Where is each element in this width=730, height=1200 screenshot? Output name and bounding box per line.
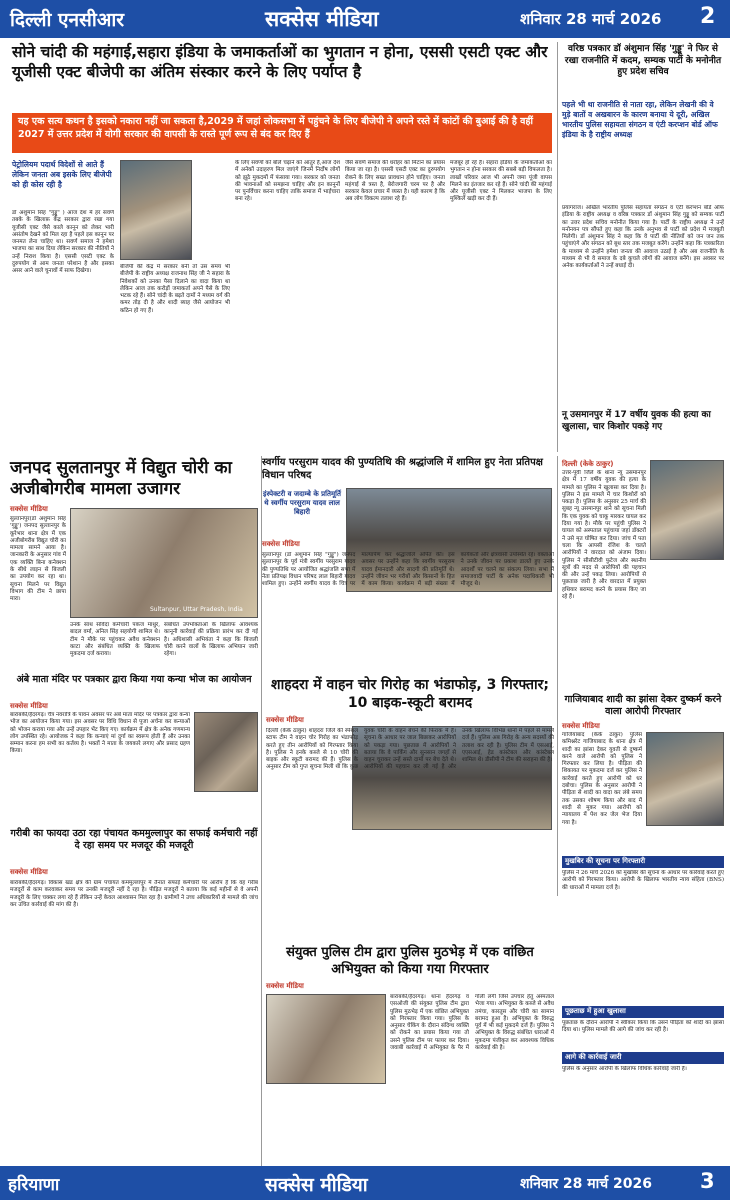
lead-headline: सोने चांदी की महंगाई,सहारा इंडिया के जमाकर्ताओं का भुगतान न होना, एससी एसटी एक्ट और यूजीसी एक्ट बीजेपी का अंतिम संस्कार करने के लिए पर्याप्त है (12, 43, 548, 81)
thieves-body: दिल्ली (केके ठाकुर) शाहदरा जिले की स्पेशल स्टाफ टीम ने वाहन चोर गिरोह का भंडाफोड़ करते हुए तीन आरोपियों को गिरफ्तार किया है। पुलिस ने इनके कब्जे से 10 चोरी की बाइक और स्कूटी बरामद की हैं। पुलिस के अनुसार टीम को गुप्त सूचना मिली थी कि कुछ युवक चोरी के वाहन बेचने की फिराक में हैं। सूचना के आधार पर जाल बिछाकर आरोपियों को पकड़ा गया। पूछताछ में आरोपियों ने बताया कि वे पार्किंग और सुनसान जगहों से वाहन चुराकर उन्हें सस्ते दामों पर बेच देते थे। आरोपियों की पहचान कर ली गई है और उनके खिलाफ विभिन्न थानों में पहले से मामले दर्ज हैं। पुलिस अब गिरोह के अन्य सदस्यों की तलाश कर रही है। पुलिस टीम में एसआई, एएसआई, हेड कांस्टेबल और कांस्टेबल शामिल थे। डीसीपी ने टीम की सराहना की है। (266, 728, 554, 771)
encounter-photo (266, 994, 386, 1084)
ghaziabad-box-1: मुखबिर की सूचना पर गिरफ्तारी (562, 856, 724, 868)
lead-subhead: पेट्रोलियम पदार्थ विदेशों से आते हैं लेकिन जनता अब इसके लिए बीजेपी को ही कोस रही है (12, 160, 112, 189)
murder-body: उत्तर-पूर्वी जिले के थाना न्यू उसमानपुर क्षेत्र में 17 वर्षीय युवक की हत्या के मामले का पुलिस ने खुलासा कर दिया है। पुलिस ने इस मामले में चार किशोरों को पकड़ा है। पुलिस के अनुसार 25 मार्च की सुबह न्यू उसमानपुर थाने को सूचना मिली कि एक युवक को चाकू मारकर घायल कर दिया गया है। मौके पर पहुंची पुलिस ने घायल को अस्पताल पहुंचाया जहां डॉक्टरों ने उसे मृत घोषित कर दिया। जांच में पता चला कि आपसी रंजिश के चलते आरोपियों ने वारदात को अंजाम दिया। पुलिस ने सीसीटीवी फुटेज और स्थानीय सूत्रों की मदद से आरोपियों की पहचान की और उन्हें पकड़ लिया। आरोपियों से पूछताछ जारी है और वारदात में प्रयुक्त हथियार बरामद करने के प्रयास किए जा रहे हैं। (562, 470, 646, 601)
tribute-tag: सक्सेस मीडिया (262, 540, 300, 548)
footer-region: हरियाणा (8, 1175, 60, 1195)
poverty-body: बाराबंकी/हैदरगढ़। विकास खंड क्षेत्र की ग्राम पंचायत कममुल्लापुर में तैनात सफाई कर्मचारी पर आरोप है कि वह गरीब मजदूरों से काम करवाकर समय पर उनकी मजदूरी नहीं दे रहा है। पीड़ित मजदूरों ने बताया कि कई महीनों से वे अपनी मजदूरी के लिए चक्कर लगा रहे हैं लेकिन उन्हें केवल आश्वासन मिल रहा है। ग्रामीणों ने उच्च अधिकारियों से मामले की जांच कर उचित कार्रवाई की मांग की है। (10, 880, 258, 908)
thieves-headline: शाहदरा में वाहन चोर गिरोह का भंडाफोड़, 3 गिरफ्तार; 10 बाइक-स्कूटी बरामद (271, 677, 549, 711)
author-photo (120, 160, 192, 260)
lead-col-3: के लिए सवर्णों को बलि चढ़ाने को आतुर है,आज देश में अनेकों उदाहरण मिल जाएंगे जिनमें निर्दोष लोगों को झूठे मुकदमों में फंसाया गया। सरकार को जनता की भावनाओं को समझना चाहिए और इन कानूनों पर पुनर्विचार करना चाहिए ताकि समाज में भाईचारा बना रहे। (235, 160, 340, 203)
murder-tag: दिल्ली (केके ठाकुर) (562, 460, 614, 468)
right-top-body: प्रयागराज। अखिल भारतीय पुलिस सहायता संगठन व एंटी करप्शन बोर्ड ऑफ इंडिया के राष्ट्रीय अध्यक्ष व वरिष्ठ पत्रकार डॉ अंशुमान सिंह गुड्डू को सम्यक पार्टी का उत्तर प्रदेश सचिव मनोनीत किया गया है। पार्टी के राष्ट्रीय अध्यक्ष ने उन्हें मनोनयन पत्र सौंपते हुए कहा कि उनके अनुभव से पार्टी को प्रदेश में मजबूती मिलेगी। डॉ अंशुमान सिंह ने कहा कि वे पार्टी की नीतियों को जन जन तक पहुंचाएंगे और संगठन को बूथ स्तर तक मजबूत करेंगे। उन्होंने कहा कि पत्रकारिता के माध्यम से उन्होंने हमेशा जनता की आवाज उठाई है और अब राजनीति के माध्यम से भी वे समाज के दबे कुचले लोगों की आवाज बनेंगे। इस अवसर पर अनेक कार्यकर्ताओं ने उन्हें बधाई दी। (562, 205, 724, 270)
footer-page: 3 (700, 1169, 715, 1193)
sultanpur-col-2: उनके साथ संविदा कर्मचारी पंकज माथुर, बादल वर्मा, अनिल सिंह सहयोगी शामिल थे। टीम ने मौके पर पहुंचकर अवैध कनेक्शन काटा और संबंधित व्यक्ति के खिलाफ मुकदमा दर्ज कराया। (70, 622, 160, 658)
right-top-intro: पहले भी था राजनीति से नाता रहा, लेकिन लेखनी की वे मुड़े बातों व अखबारन के कारण बनाया ये दूरी, अखिल भारतीय पुलिस सहायता संगठन व एंटी करप्शन बोर्ड ऑफ इंडिया के है राष्ट्रीय अध्यक्ष (562, 100, 718, 139)
sultanpur-tag: सक्सेस मीडिया (10, 505, 48, 513)
lead-col-5: मजबूर हो रहे हैं। सहारा इंडिया के जमाकर्ताओं का भुगतान न होना सरकार की सबसे बड़ी विफलता है। लाखों परिवार आज भी अपनी जमा पूंजी वापस मिलने का इंतजार कर रहे हैं। सोने चांदी की महंगाई और यूजीसी एक्ट ने मिलकर भाजपा के लिए मुश्किलें खड़ी कर दी हैं। (450, 160, 552, 203)
poverty-tag: सक्सेस मीडिया (10, 868, 48, 876)
page-number: 2 (700, 4, 716, 29)
ghaziabad-box-2: पूछताछ में हुआ खुलासा (562, 1006, 724, 1018)
thieves-tag: सक्सेस मीडिया (266, 716, 304, 724)
tribute-body: सुल्तानपुर (डॉ अंशुमान सिंह "गुड्डू") जनपद सुल्तानपुर के पूर्व मंत्री स्वर्गीय परसुराम यादव की पुण्यतिथि पर आयोजित श्रद्धांजलि सभा में नेता प्रतिपक्ष विधान परिषद लाल बिहारी यादव शामिल हुए। उन्होंने स्वर्गीय यादव के चित्र पर माल्यार्पण कर श्रद्धांजलि अर्पित की। इस अवसर पर उन्होंने कहा कि स्वर्गीय परसुराम यादव ईमानदारी और सादगी की प्रतिमूर्ति थे। उन्होंने जीवन भर गरीबों और किसानों के हित में काम किया। कार्यक्रम में बड़ी संख्या में कार्यकर्ता और क्षेत्रवासी उपस्थित रहे। वक्ताओं ने उनके जीवन पर प्रकाश डालते हुए उनके आदर्शों पर चलने का संकल्प लिया। सभा में समाजवादी पार्टी के अनेक पदाधिकारी भी मौजूद थे। (262, 552, 554, 588)
temple-headline: अंबे माता मंदिर पर पत्रकार द्वारा किया गया कन्या भोज का आयोजन (16, 674, 252, 685)
encounter-body: बाराबंकी/हैदरगढ़। थाना हैदरगढ़ व एसओजी की संयुक्त पुलिस टीम द्वारा पुलिस मुठभेड़ में एक वांछित अभियुक्त को गिरफ्तार किया गया। पुलिस के अनुसार चेकिंग के दौरान संदिग्ध व्यक्ति को रोकने का प्रयास किया गया तो उसने पुलिस टीम पर फायर कर दिया। जवाबी कार्रवाई में अभियुक्त के पैर में गोली लगी जिसे उपचार हेतु अस्पताल भेजा गया। अभियुक्त के कब्जे से अवैध तमंचा, कारतूस और चोरी का सामान बरामद हुआ है। अभियुक्त के विरुद्ध पूर्व में भी कई मुकदमे दर्ज हैं। पुलिस ने अभियुक्त के विरुद्ध संबंधित धाराओं में मुकदमा पंजीकृत कर आवश्यक विधिक कार्रवाई की है। (390, 994, 554, 1052)
temple-tag: सक्सेस मीडिया (10, 702, 48, 710)
region-label: दिल्ली एनसीआर (10, 9, 125, 31)
ghaziabad-body-2: पुलिस ने 26 मार्च 2026 को मुखबिर की सूचना के आधार पर कार्रवाई करते हुए आरोपी को गिरफ्तार किया। आरोपी के खिलाफ भारतीय न्याय संहिता (BNS) की धाराओं में मामला दर्ज है। (562, 870, 724, 891)
mid-divider (261, 456, 262, 1166)
right-divider (557, 456, 558, 896)
tribute-headline: स्वर्गीय परसुराम यादव की पुण्यतिथि की श्रद्धांजलि में शामिल हुए नेता प्रतिपक्ष विधान परिषद (262, 457, 543, 481)
lead-col-4: जैसे सवर्ण समाज की धरोहर को मिटाने का प्रयास किया जा रहा है। एससी एसटी एक्ट का दुरुपयोग रोकने के लिए सख्त प्रावधान होने चाहिए। जनता महंगाई से त्रस्त है, बेरोजगारी चरम पर है और सरकार केवल प्रचार में व्यस्त है। यही कारण है कि अब लोग विकल्प तलाश रहे हैं। (345, 160, 445, 203)
column-divider (557, 42, 558, 452)
tribute-subhead: इंस्पेक्टरी व जदाम्बे के प्रतिमूर्ति थे स्वर्गीय परसुराम यादव लाल बिहारी (263, 490, 341, 516)
paper-title: सक्सेस मीडिया (265, 7, 379, 31)
ghaziabad-body-4: पुलिस के अनुसार आरोपी के खिलाफ विधिक कार्रवाई जारी है। (562, 1066, 687, 1072)
ghaziabad-photo (646, 732, 724, 826)
lead-col-1: डॉ अंशुमान सिंह "गुड्डू" ) आज देश में हर सवर्ण तबके के खिलाफ़ केंद्र सरकार द्वारा रखा गया यूजीसी एक्ट जैसे काले कानून को लेकर भारी असंतोष देखने को मिल रहा है पहले इस कानून पर जनमत लेना चाहिए था। सवर्ण समाज ने हमेशा भाजपा का साथ दिया लेकिन सरकार की नीतियों ने उन्हें निराश किया है। एससी एसटी एक्ट के दुरुपयोग से आम जनता परेशान है और इसका असर आने वाले चुनावों में साफ दिखेगा। (12, 210, 114, 275)
sultanpur-photo-caption: Sultanpur, Uttar Pradesh, India (150, 606, 243, 613)
ghaziabad-body-3: पूछताछ के दौरान आरोपी ने स्वीकार किया कि उसने पीड़िता को शादी का झांसा दिया था। पुलिस मामले की आगे की जांच कर रही है। (562, 1020, 724, 1034)
temple-body: बाराबंकी/हैदरगढ़। चैत्र नवरात्रि के पावन अवसर पर अंबे माता मंदिर पर पत्रकार द्वारा कन्या भोज का आयोजन किया गया। इस अवसर पर विधि विधान से पूजा अर्चना कर कन्याओं को भोजन कराया गया और उन्हें उपहार भेंट किए गए। कार्यक्रम में क्षेत्र के अनेक गणमान्य लोग उपस्थित रहे। आयोजक ने कहा कि कन्याएं मां दुर्गा का स्वरूप होती हैं और उनका सम्मान करना हम सभी का कर्तव्य है। भक्तों ने माता के जयकारे लगाए और प्रसाद ग्रहण किया। (10, 712, 190, 755)
temple-photo (194, 712, 258, 792)
sultanpur-photo (70, 508, 258, 618)
lead-deck: यह एक सत्य कथन है इसको नकारा नहीं जा सकता है,2029 में जहां लोकसभा में पहुंचने के लिए बीजेपी ने अपने रस्ते में कांटों की बुआई की है वहीं 2027 में उत्तर प्रदेश में योगी सरकार की वापसी के रास्ते पूर्ण रूप से बंद कर दिए हैं (12, 113, 552, 153)
masthead (0, 0, 730, 38)
encounter-tag: सक्सेस मीडिया (266, 982, 304, 990)
ghaziabad-headline: गाजियाबाद शादी का झांसा देकर दुष्कर्म करने वाला आरोपी गिरफ्तार (564, 694, 722, 717)
sultanpur-col-3: संबंधित उपभोक्ताओं के खिलाफ आवश्यक कानूनी कार्रवाई की प्रक्रिया प्रारंभ कर दी गई है। अधिशासी अभियंता ने कहा कि बिजली चोरी करने वालों के खिलाफ अभियान जारी रहेगा। (164, 622, 258, 658)
issue-date: शनिवार 28 मार्च 2026 (520, 10, 662, 28)
footer-paper: सक्सेस मीडिया (265, 1174, 368, 1196)
encounter-headline: संयुक्त पुलिस टीम द्वारा पुलिस मुठभेड़ में एक वांछित अभियुक्त को किया गया गिरफ्तार (286, 945, 534, 977)
right-top-headline: वरिष्ठ पत्रकार डॉ अंशुमान सिंह 'गुड्डू' ने फिर से रखा राजनीति में कदम, सम्यक पार्टी के मनोनीत हुए प्रदेश सचिव (564, 44, 722, 77)
sultanpur-headline: जनपद सुलतानपुर में विद्युत चोरी का अजीबोगरीब मामला उजागर (10, 458, 232, 499)
murder-headline: नू उसमानपुर में 17 वर्षीय युवक की हत्या का खुलासा, चार किशोर पकड़े गए (562, 410, 711, 432)
lead-col-2: बीजेपी की केंद्र में सरकार बनी तो उस समय भी बीजेपी के राष्ट्रीय अध्यक्ष राजनाथ सिंह जी ने सहारा के निवेशकों को उनका पैसा दिलाने का वादा किया था लेकिन आज तक करोड़ों जमाकर्ता अपने पैसे के लिए भटक रहे हैं। सोने चांदी के बढ़ते दामों ने मध्यम वर्ग की कमर तोड़ दी है और शादी ब्याह जैसे आयोजन भी कठिन हो गए हैं। (120, 264, 230, 314)
ghaziabad-tag: सक्सेस मीडिया (562, 722, 600, 730)
ghaziabad-box-3: आगे की कार्रवाई जारी (562, 1052, 724, 1064)
poverty-headline: गरीबी का फायदा उठा रहा पंचायत कममुल्लापुर का सफाई कर्मचारी नहीं दे रहा समय पर मजदूर की मजदूरी (10, 828, 258, 851)
ghaziabad-body: गाजियाबाद (केके ठाकुर) पुलिस कमिश्नरेट गाजियाबाद के थाना क्षेत्र में शादी का झांसा देकर युवती से दुष्कर्म करने वाले आरोपी को पुलिस ने गिरफ्तार कर लिया है। पीड़िता की शिकायत पर मुकदमा दर्ज कर पुलिस ने कार्रवाई करते हुए आरोपी को धर दबोचा। पुलिस के अनुसार आरोपी ने पीड़िता से शादी का वादा कर लंबे समय तक उसका शोषण किया और बाद में शादी से मुकर गया। आरोपी को न्यायालय में पेश कर जेल भेज दिया गया है। (562, 732, 642, 826)
sultanpur-col-1: सुल्तानपुर(डॉ अंशुमान सिंह 'गुड्डू') जनपद सुल्तानपुर के कूरेभार थाना क्षेत्र में एक अजीबोगरीब विद्युत चोरी का मामला सामने आया है। जानकारी के अनुसार गांव में एक व्यक्ति बिना कनेक्शन के सीधे लाइन से बिजली का उपयोग कर रहा था। सूचना मिलने पर विद्युत विभाग की टीम ने छापा मारा। (10, 516, 66, 603)
footer (0, 1166, 730, 1200)
footer-date: शनिवार 28 मार्च 2026 (520, 1176, 653, 1192)
